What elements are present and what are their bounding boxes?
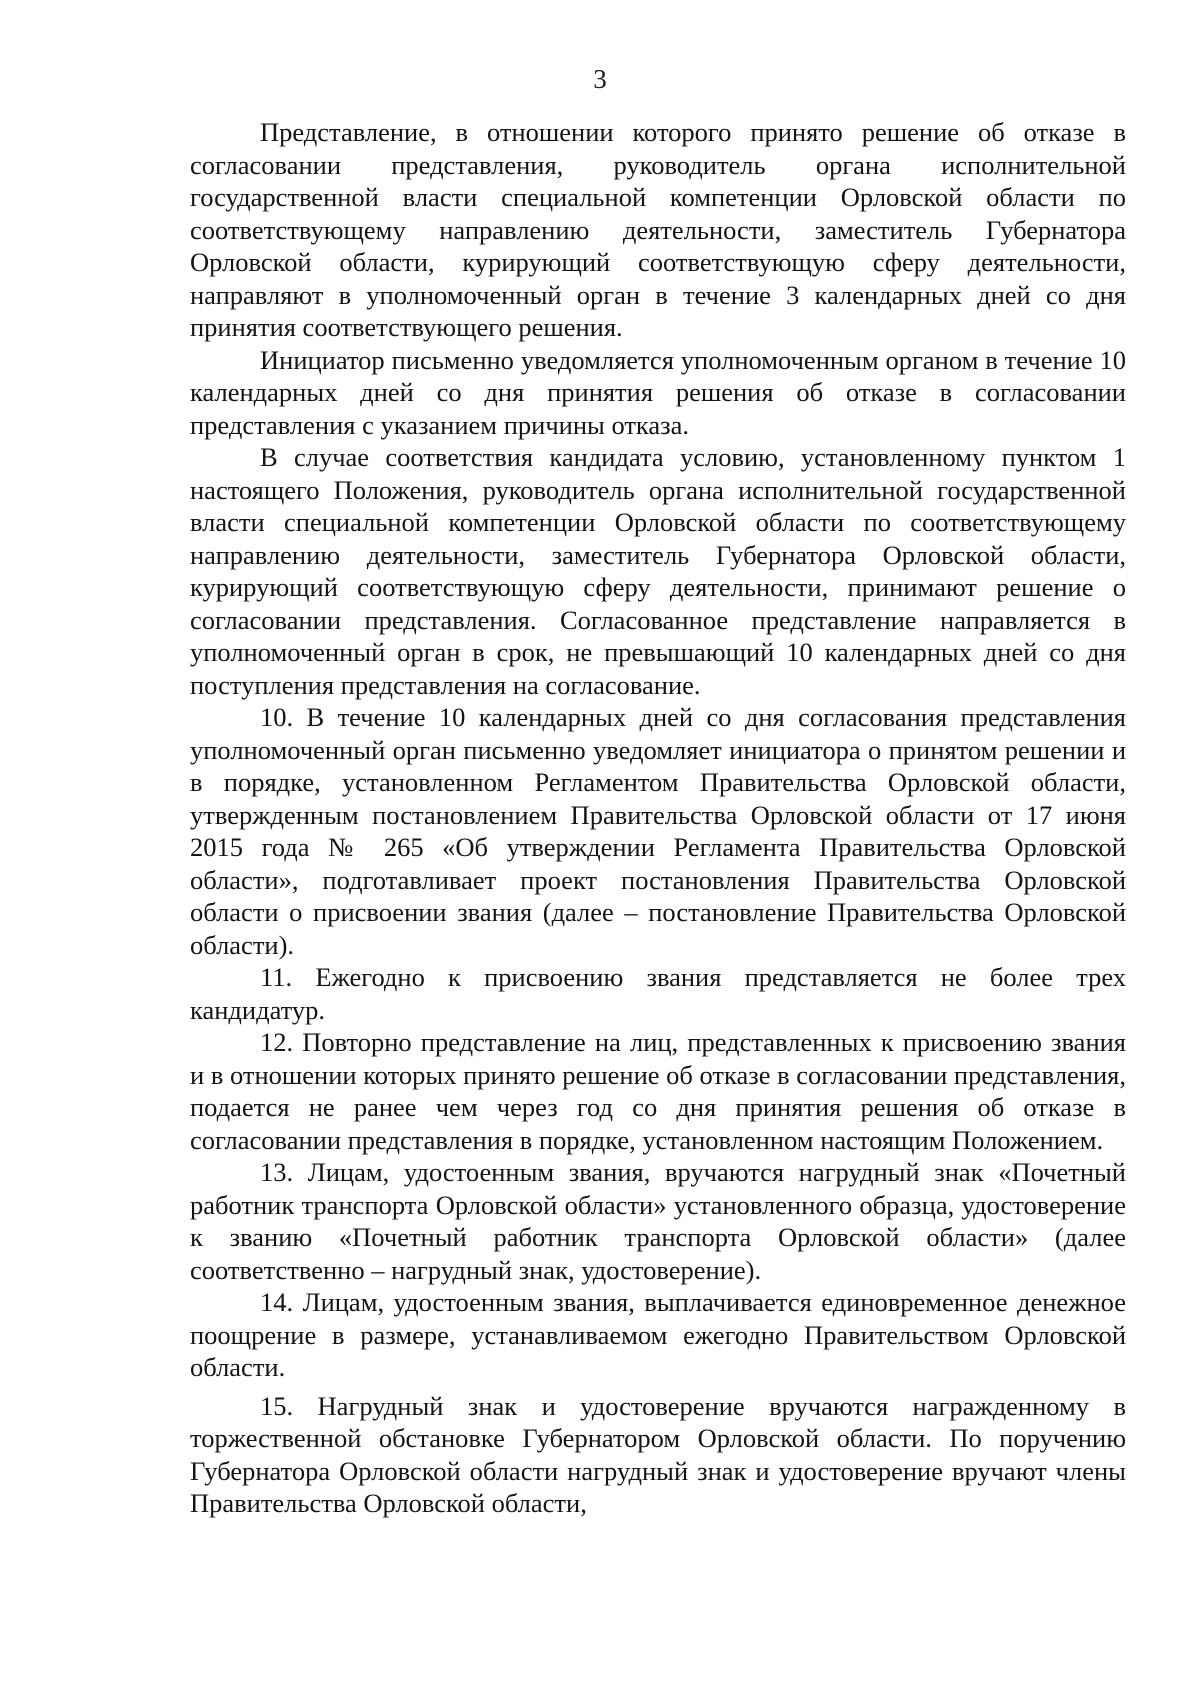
paragraph-item-11: 11. Ежегодно к присвоению звания представляется не более трех кандидатур. [190, 962, 1126, 1025]
document-body [190, 116, 1126, 1520]
paragraph-candidate-approval: В случае соответствия кандидата условию, установленному пунктом 1 настоящего Положения, руководитель органа исполнительной государственной власти специальной компетенции Орловской области по соответствующему направлению деятельности, заместитель Губернатора Орловской области, курирующий соответствующую сферу деятельности, принимают решение о согласовании представления. Согласованное представление направляется в уполномоченный орган в срок, не превышающий 10 календарных дней со дня поступления представления на согласование. [190, 442, 1126, 700]
paragraph-item-10: 10. В течение 10 календарных дней со дня согласования представления уполномоченный орган письменно уведомляет инициатора о принятом решении и в порядке, установленном Регламентом Правительства Орловской области, утвержденным постановлением Правительства Орловской области от 17 июня 2015 года № 265 «Об утверждении Регламента Правительства Орловской области», подготавливает проект постановления Правительства Орловской области о присвоении звания (далее – постановление Правительства Орловской области). [190, 702, 1126, 960]
paragraph-item-12: 12. Повторно представление на лиц, представленных к присвоению звания и в отношении которых принято решение об отказе в согласовании представления, подается не ранее чем через год со дня принятия решения об отказе в согласовании представления в порядке, установленном настоящим Положением. [190, 1027, 1126, 1155]
paragraph-item-14: 14. Лицам, удостоенным звания, выплачивается единовременное денежное поощрение в размере, устанавливаемом ежегодно Правительством Орловской области. [190, 1287, 1126, 1382]
paragraph-rejected-submission: Представление, в отношении которого принято решение об отказе в согласовании представления, руководитель органа исполнительной государственной власти специальной компетенции Орловской области по соответствующему направлению деятельности, заместитель Губернатора Орловской области, курирующий соответствующую сферу деятельности, направляют в уполномоченный орган в течение 3 календарных дней со дня принятия соответствующего решения. [190, 117, 1126, 342]
page-number: 3 [593, 64, 607, 94]
paragraph-initiator-notification: Инициатор письменно уведомляется уполномоченным органом в течение 10 календарных дней со дня принятия решения об отказе в согласовании представления с указанием причины отказа. [190, 344, 1126, 440]
paragraph-item-15: 15. Нагрудный знак и удостоверение вручаются награжденному в торжественной обстановке Губернатором Орловской области. По поручению Губернатора Орловской области нагрудный знак и удостоверение вручают члены Правительства Орловской области, [190, 1390, 1126, 1518]
paragraph-item-13: 13. Лицам, удостоенным звания, вручаются нагрудный знак «Почетный работник транспорта Орловской области» установленного образца, удостоверение к званию «Почетный работник транспорта Орловской области» (далее соответственно – нагрудный знак, удостоверение). [190, 1157, 1126, 1285]
